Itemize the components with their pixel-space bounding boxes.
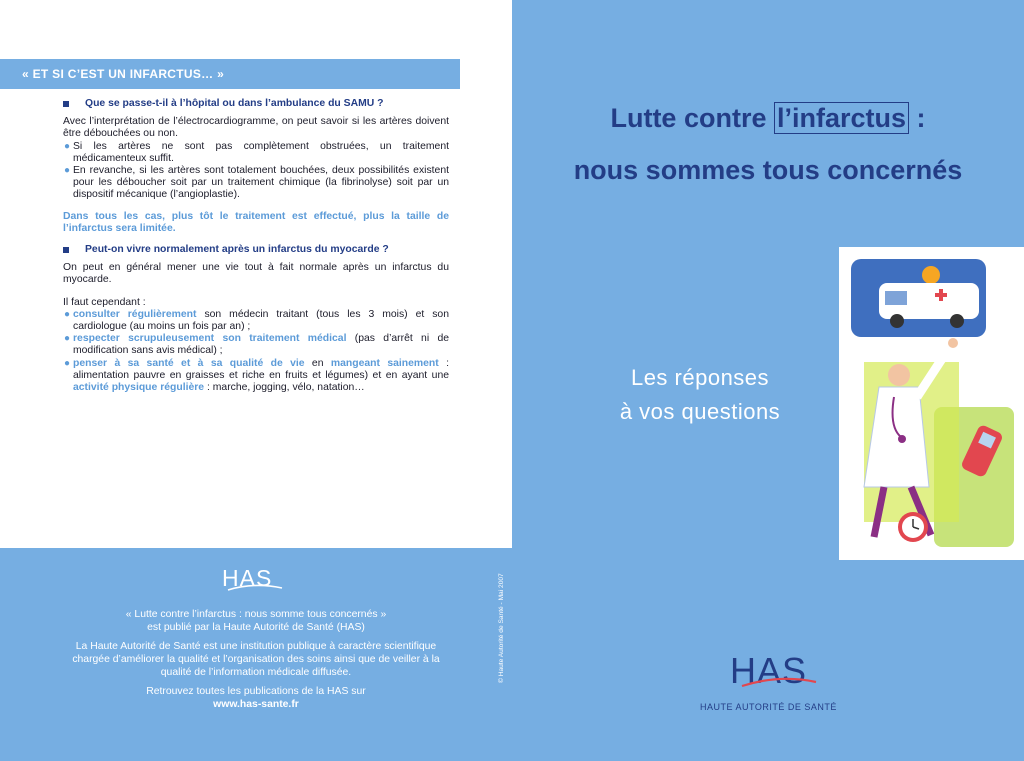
bullet-item (63, 309, 449, 333)
highlight-text: respecter scrupuleusement son traitement médical (73, 333, 347, 345)
dot-bullet-icon: ● (64, 357, 71, 369)
title-boxed-word: l’infarctus (774, 102, 909, 134)
bullet-text: (pas d’arrêt ni de modification sans avis médical) ; (73, 333, 450, 357)
dot-bullet-icon: ● (64, 333, 71, 345)
has-logo: HAS (730, 650, 808, 691)
cover-illustration (839, 247, 1024, 560)
banner-title: « ET SI C’EST UN INFARCTUS… » (22, 67, 225, 81)
highlight-note: Dans tous les cas, plus tôt le traitement est effectué, plus la taille de l’infarctus sera limitée. (63, 210, 449, 234)
footer-text (58, 608, 454, 717)
bullet-item (63, 141, 449, 165)
footer-line-3: La Haute Autorité de Santé est une institution publique à caractère scientifique chargée d’améliorer la qualité et l’organisation des soins ainsi que de veiller à la qualité de l’information médicale diffusée. (72, 641, 440, 678)
content-column (63, 98, 449, 394)
footer-line-1: « Lutte contre l’infarctus : nous somme tous concernés » (125, 609, 387, 620)
highlight-text: mangeant sainement (330, 357, 439, 369)
bullet-text: En revanche, si les artères sont totalement bouchées, deux possibilités existent pour les déboucher soit par un traitement chimique (la fibrinolyse) soit par un dispositif mécanique (l’angioplastie). (73, 165, 449, 201)
bullet-text: Si les artères ne sont pas complètement obstruées, un traitement médicamenteux suffit. (73, 140, 449, 164)
cover-title-line-2: nous sommes tous concernés (573, 155, 963, 185)
bullet-text: : alimentation pauvre en graisses et riche en fruits et légumes) et en ayant une (73, 357, 449, 381)
cover-subtitle (572, 361, 828, 429)
bullet-text: son médecin traitant (tous les 3 mois) et son cardiologue (au moins un fois par an) ; (73, 308, 449, 333)
highlight-text: consulter régulièrement (73, 308, 197, 320)
title-part: : (909, 103, 926, 133)
question-heading-2 (63, 244, 449, 256)
paragraph-2: On peut en général mener une vie tout à fait normale après un infarctus du myocarde. (63, 262, 449, 286)
has-logo-small: HAS (222, 565, 273, 591)
has-logo-subtitle: HAUTE AUTORITÉ DE SANTÉ (700, 702, 837, 712)
question-1-text: Que se passe-t-il à l’hôpital ou dans l’ambulance du SAMU ? (85, 98, 384, 109)
subtitle-line-2: à vos questions (619, 399, 781, 424)
highlight-text: activité physique régulière (73, 382, 205, 394)
footer-line-4: Retrouvez toutes les publications de la HAS sur (146, 686, 366, 697)
square-bullet-icon (63, 101, 69, 107)
square-bullet-icon (63, 247, 69, 253)
bullet-item (63, 165, 449, 202)
clock-icon (898, 512, 928, 542)
logo-swoosh-icon (740, 672, 820, 692)
bullet-text: : marche, jogging, vélo, natation… (204, 382, 365, 394)
logo-swoosh-icon (226, 580, 286, 594)
bullet-item (63, 333, 449, 357)
footer-url-link[interactable]: www.has-sante.fr (213, 699, 299, 710)
footer-line-2: est publié par la Haute Autorité de Santé (HAS) (147, 622, 365, 633)
copyright-note: © Haute Autorité de Santé - Mai 2007 (498, 573, 505, 683)
paragraph-3: Il faut cependant : (63, 296, 146, 308)
bullet-item (63, 358, 449, 395)
dot-bullet-icon: ● (64, 308, 71, 320)
subtitle-line-1: Les réponses (630, 365, 770, 390)
dot-bullet-icon: ● (64, 165, 71, 177)
bullet-text: en (304, 357, 331, 369)
dot-bullet-icon: ● (64, 140, 71, 152)
section-banner (0, 59, 460, 89)
title-part: Lutte contre (610, 103, 774, 133)
question-2-text: Peut-on vivre normalement après un infarctus du myocarde ? (85, 244, 389, 256)
highlight-text: penser à sa santé et à sa qualité de vie (73, 357, 305, 369)
cover-title-line-1 (512, 103, 1024, 134)
paragraph-1: Avec l’interprétation de l’électrocardiogramme, on peut savoir si les artères doivent être débouchées ou non. (63, 116, 449, 140)
question-heading-1 (63, 98, 449, 110)
